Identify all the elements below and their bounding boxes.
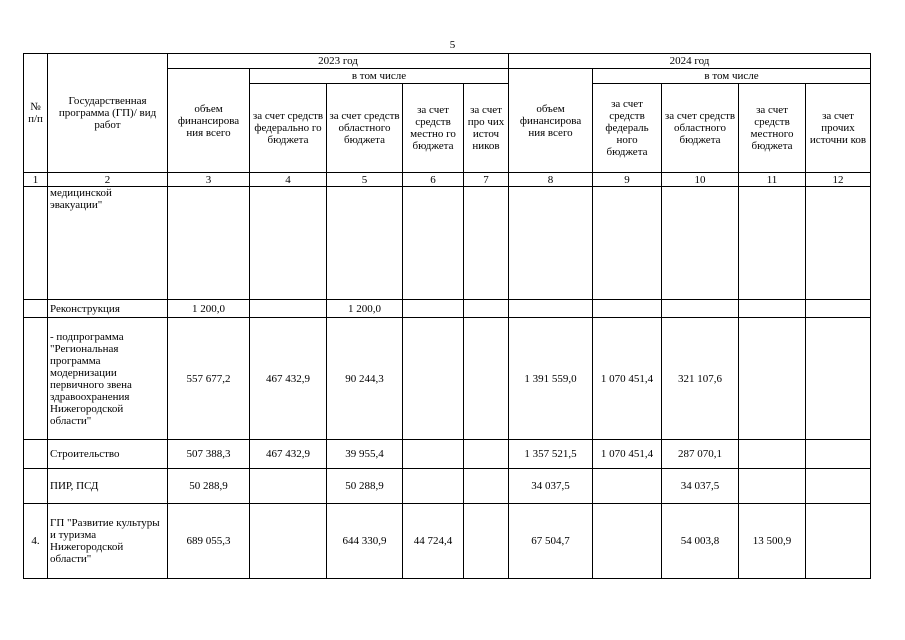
cell-value bbox=[806, 504, 871, 579]
cell-value bbox=[806, 300, 871, 318]
financing-table bbox=[23, 53, 871, 579]
cell-value: 287 070,1 bbox=[662, 440, 739, 469]
col-number: 1 bbox=[24, 173, 48, 187]
header-2023-total: объем финансирова ния всего bbox=[168, 69, 250, 173]
cell-value bbox=[739, 469, 806, 504]
cell-value bbox=[806, 469, 871, 504]
cell-value: 557 677,2 bbox=[168, 318, 250, 440]
cell-value bbox=[593, 187, 662, 300]
cell-value: 50 288,9 bbox=[327, 469, 403, 504]
header-year-2024: 2024 год bbox=[509, 54, 871, 69]
cell-value bbox=[593, 504, 662, 579]
cell-value: 34 037,5 bbox=[662, 469, 739, 504]
cell-value bbox=[250, 300, 327, 318]
header-2024-federal: за счет средств федераль ного бюджета bbox=[593, 84, 662, 173]
cell-value: 54 003,8 bbox=[662, 504, 739, 579]
header-2024-regional: за счет средств областного бюджета bbox=[662, 84, 739, 173]
header-year-2023: 2023 год bbox=[168, 54, 509, 69]
cell-value: 90 244,3 bbox=[327, 318, 403, 440]
cell-value: 467 432,9 bbox=[250, 440, 327, 469]
cell-value: 1 200,0 bbox=[168, 300, 250, 318]
col-number: 10 bbox=[662, 173, 739, 187]
col-number: 9 bbox=[593, 173, 662, 187]
header-2024-including: в том числе bbox=[593, 69, 871, 84]
cell-value: 1 070 451,4 bbox=[593, 318, 662, 440]
row-number bbox=[24, 300, 48, 318]
cell-value bbox=[739, 440, 806, 469]
cell-value: 1 070 451,4 bbox=[593, 440, 662, 469]
header-2024-total: объем финансирова ния всего bbox=[509, 69, 593, 173]
cell-value: 1 200,0 bbox=[327, 300, 403, 318]
cell-value bbox=[593, 300, 662, 318]
row-name: Строительство bbox=[48, 440, 168, 469]
column-number-row bbox=[24, 173, 871, 187]
row-number bbox=[24, 469, 48, 504]
col-number: 5 bbox=[327, 173, 403, 187]
cell-value: 1 357 521,5 bbox=[509, 440, 593, 469]
col-number: 12 bbox=[806, 173, 871, 187]
cell-value bbox=[662, 300, 739, 318]
cell-value bbox=[464, 504, 509, 579]
header-2024-local: за счет средств местного бюджета bbox=[739, 84, 806, 173]
row-number bbox=[24, 187, 48, 300]
col-number: 2 bbox=[48, 173, 168, 187]
col-number: 8 bbox=[509, 173, 593, 187]
cell-value bbox=[739, 300, 806, 318]
cell-value bbox=[806, 187, 871, 300]
cell-value bbox=[403, 440, 464, 469]
cell-value bbox=[509, 300, 593, 318]
cell-value bbox=[250, 504, 327, 579]
header-2023-other: за счет про чих источ ников bbox=[464, 84, 509, 173]
cell-value bbox=[403, 318, 464, 440]
table-row bbox=[24, 469, 871, 504]
cell-value: 321 107,6 bbox=[662, 318, 739, 440]
header-2023-federal: за счет средств федерально го бюджета bbox=[250, 84, 327, 173]
cell-value: 39 955,4 bbox=[327, 440, 403, 469]
cell-value bbox=[464, 469, 509, 504]
table-row bbox=[24, 440, 871, 469]
cell-value bbox=[403, 300, 464, 318]
cell-value: 467 432,9 bbox=[250, 318, 327, 440]
cell-value bbox=[662, 187, 739, 300]
header-program: Государственная программа (ГП)/ вид работ bbox=[48, 54, 168, 173]
table-row bbox=[24, 187, 871, 300]
cell-value: 34 037,5 bbox=[509, 469, 593, 504]
row-number bbox=[24, 440, 48, 469]
cell-value bbox=[806, 318, 871, 440]
header-2024-other: за счет прочих источни ков bbox=[806, 84, 871, 173]
row-number bbox=[24, 318, 48, 440]
cell-value: 644 330,9 bbox=[327, 504, 403, 579]
cell-value bbox=[464, 440, 509, 469]
cell-value bbox=[806, 440, 871, 469]
cell-value: 689 055,3 bbox=[168, 504, 250, 579]
row-name: медицинской эвакуации" bbox=[48, 187, 168, 300]
table-row bbox=[24, 318, 871, 440]
row-name: Реконструкция bbox=[48, 300, 168, 318]
cell-value bbox=[464, 318, 509, 440]
row-name: ПИР, ПСД bbox=[48, 469, 168, 504]
cell-value bbox=[403, 469, 464, 504]
cell-value bbox=[739, 187, 806, 300]
page-number: 5 bbox=[449, 39, 456, 51]
row-number: 4. bbox=[24, 504, 48, 579]
table-row bbox=[24, 504, 871, 579]
cell-value bbox=[250, 187, 327, 300]
cell-value bbox=[739, 318, 806, 440]
col-number: 11 bbox=[739, 173, 806, 187]
header-2023-including: в том числе bbox=[250, 69, 509, 84]
cell-value bbox=[250, 469, 327, 504]
cell-value bbox=[327, 187, 403, 300]
col-number: 6 bbox=[403, 173, 464, 187]
cell-value: 13 500,9 bbox=[739, 504, 806, 579]
row-name: ГП "Развитие культуры и туризма Нижегородской области" bbox=[48, 504, 168, 579]
col-number: 3 bbox=[168, 173, 250, 187]
cell-value bbox=[464, 187, 509, 300]
table-row bbox=[24, 300, 871, 318]
cell-value: 67 504,7 bbox=[509, 504, 593, 579]
cell-value: 507 388,3 bbox=[168, 440, 250, 469]
col-number: 4 bbox=[250, 173, 327, 187]
cell-value bbox=[509, 187, 593, 300]
header-num: № п/п bbox=[24, 54, 48, 173]
col-number: 7 bbox=[464, 173, 509, 187]
header-2023-local: за счет средств местно го бюджета bbox=[403, 84, 464, 173]
cell-value bbox=[464, 300, 509, 318]
row-name: - подпрограмма "Региональная программа модернизации первичного звена здравоохранения Нижегородской области" bbox=[48, 318, 168, 440]
cell-value bbox=[168, 187, 250, 300]
cell-value bbox=[403, 187, 464, 300]
cell-value bbox=[593, 469, 662, 504]
header-2023-regional: за счет средств областного бюджета bbox=[327, 84, 403, 173]
cell-value: 1 391 559,0 bbox=[509, 318, 593, 440]
cell-value: 50 288,9 bbox=[168, 469, 250, 504]
cell-value: 44 724,4 bbox=[403, 504, 464, 579]
